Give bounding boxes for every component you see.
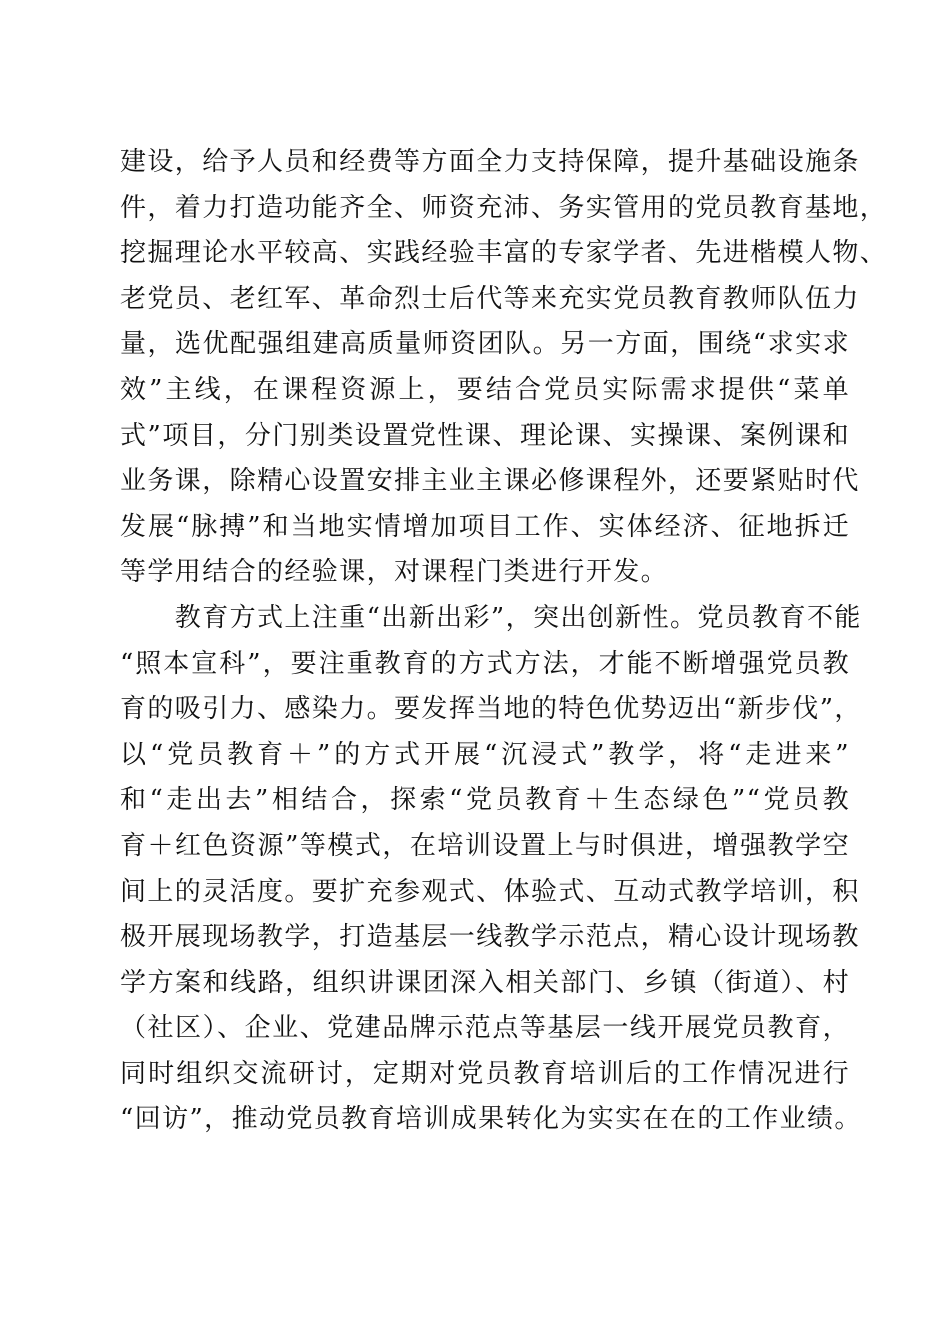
text-line: 极开展现场教学，打造基层一线教学示范点，精心设计现场教: [120, 922, 860, 953]
text-line: 建设，给予人员和经费等方面全力支持保障，提升基础设施条: [120, 147, 860, 177]
text-line: 业务课，除精心设置安排主业主课必修课程外，还要紧贴时代: [120, 466, 860, 497]
text-line: 件，着力打造功能齐全、师资充沛、务实管用的党员教育基地，: [120, 192, 888, 223]
text-line: 老党员、老红军、革命烈士后代等来充实党员教育教师队伍力: [120, 283, 860, 314]
text-line: （社区）、企业、党建品牌示范点等基层一线开展党员教育，: [120, 1013, 850, 1044]
text-line: 式”项目，分门别类设置党性课、理论课、实操课、案例课和: [120, 420, 850, 451]
text-line: 效”主线，在课程资源上，要结合党员实际需求提供“菜单: [120, 374, 850, 405]
text-line: 以“党员教育＋”的方式开展“沉浸式”教学，将“走进来”: [120, 739, 850, 770]
text-line: “照本宣科”，要注重教育的方式方法，才能不断增强党员教: [120, 648, 850, 679]
text-line: 和“走出去”相结合，探索“党员教育＋生态绿色”“党员教: [120, 785, 850, 816]
text-line: 量，选优配强组建高质量师资团队。另一方面，围绕“求实求: [120, 329, 850, 360]
paragraph-end-line: “回访”，推动党员教育培训成果转化为实实在在的工作业绩。: [120, 1104, 862, 1135]
text-line: 挖掘理论水平较高、实践经验丰富的专家学者、先进楷模人物、: [120, 238, 888, 269]
text-line: 学方案和线路，组织讲课团深入相关部门、乡镇（街道）、村: [120, 967, 850, 998]
text-line: 育的吸引力、感染力。要发挥当地的特色优势迈出“新步伐”，: [120, 694, 862, 725]
text-line: 间上的灵活度。要扩充参观式、体验式、互动式教学培训，积: [120, 876, 860, 907]
text-line: 发展“脉搏”和当地实情增加项目工作、实体经济、征地拆迁: [120, 511, 850, 542]
paragraph-end-line: 等学用结合的经验课，对课程门类进行开发。: [120, 557, 669, 588]
body-text: [120, 140, 888, 1143]
text-line: 教育方式上注重“出新出彩”，突出创新性。党员教育不能: [120, 602, 862, 633]
text-line: 同时组织交流研讨，定期对党员教育培训后的工作情况进行: [120, 1058, 850, 1089]
text-line: 育＋红色资源”等模式，在培训设置上与时俱进，增强教学空: [120, 830, 850, 861]
